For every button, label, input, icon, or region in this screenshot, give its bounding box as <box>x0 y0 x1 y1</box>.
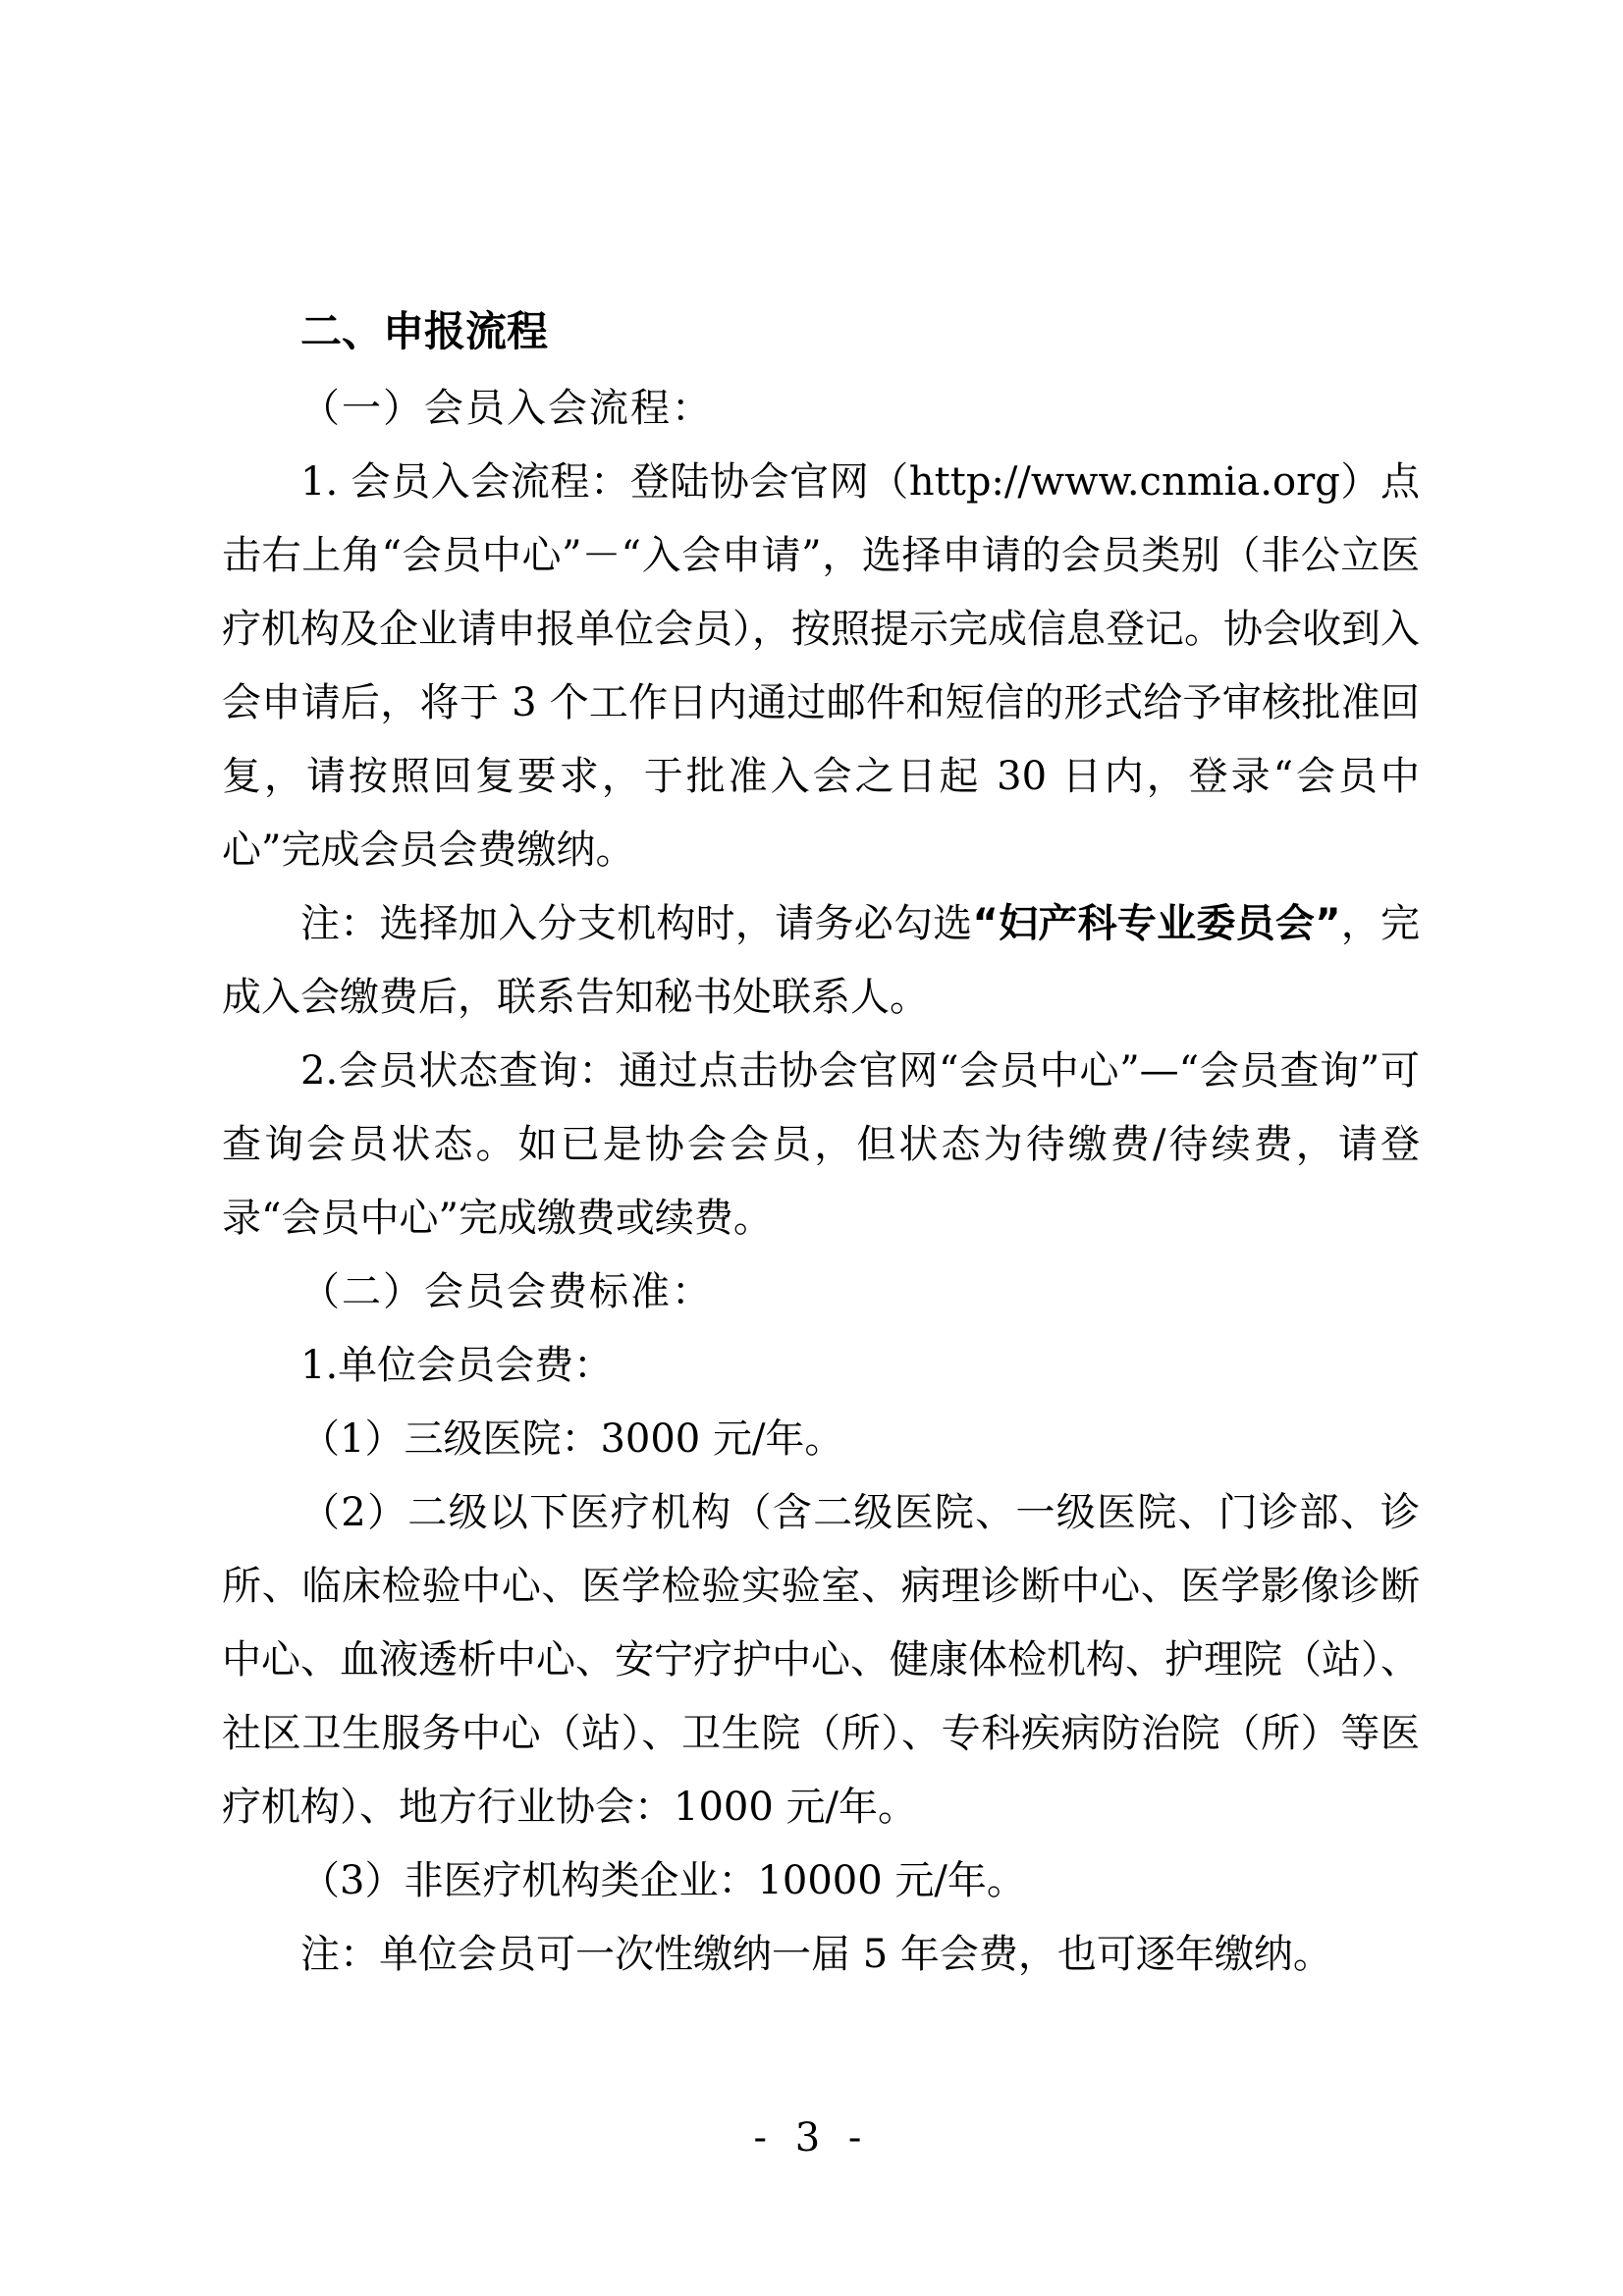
paragraph-fee-secondary: （2）二级以下医疗机构（含二级医院、一级医院、门诊部、诊所、临床检验中心、医学检验实验室、病理诊断中心、医学影像诊断中心、血液透析中心、安宁疗护中心、健康体检机构、护理院（站）、社区卫生服务中心（站）、卫生院（所）、专科疾病防治院（所）等医疗机构）、地方行业协会：1000 元/年。 <box>222 1490 1420 1830</box>
paragraph-fee-tertiary: （1）三级医院：3000 元/年。 <box>300 1416 844 1462</box>
page-number: - 3 - <box>753 2115 870 2161</box>
section-heading: 二、申报流程 <box>300 307 549 355</box>
paragraph-fee-enterprise: （3）非医疗机构类企业：10000 元/年。 <box>300 1858 1026 1903</box>
subsection-title-fee-standard: （二）会员会费标准： <box>300 1269 713 1314</box>
paragraph-unit-fee-title: 1.单位会员会费： <box>300 1343 614 1388</box>
paragraph-status-query: 2.会员状态查询：通过点击协会官网“会员中心”—“会员查询”可查询会员状态。如已是协会会员，但状态为待缴费/待续费，请登录“会员中心”完成缴费或续费。 <box>222 1048 1420 1241</box>
branch-note-text: 注：选择加入分支机构时，请务必勾选 <box>300 901 973 946</box>
document-body <box>222 294 1420 1992</box>
paragraph-branch-note <box>222 887 1420 1035</box>
paragraph-membership-process: 1. 会员入会流程：登陆协会官网（http://www.cnmia.org）点击右上角“会员中心”－“入会申请”，选择申请的会员类别（非公立医疗机构及企业请申报单位会员），按照提示完成信息登记。协会收到入会申请后，将于 3 个工作日内通过邮件和短信的形式给予审核批准回复，请按照回复要求，于批准入会之日起 30 日内，登录“会员中心”完成会员会费缴纳。 <box>222 459 1420 873</box>
branch-note-highlight: “妇产科专业委员会” <box>972 901 1341 946</box>
subsection-title-membership-process: （一）会员入会流程： <box>300 386 713 431</box>
paragraph-fee-note: 注：单位会员可一次性缴纳一届 5 年会费，也可逐年缴纳。 <box>300 1932 1332 1977</box>
branch-note-tail: ，完成入会缴费后，联系告知秘书处联系人。 <box>222 901 1421 1020</box>
